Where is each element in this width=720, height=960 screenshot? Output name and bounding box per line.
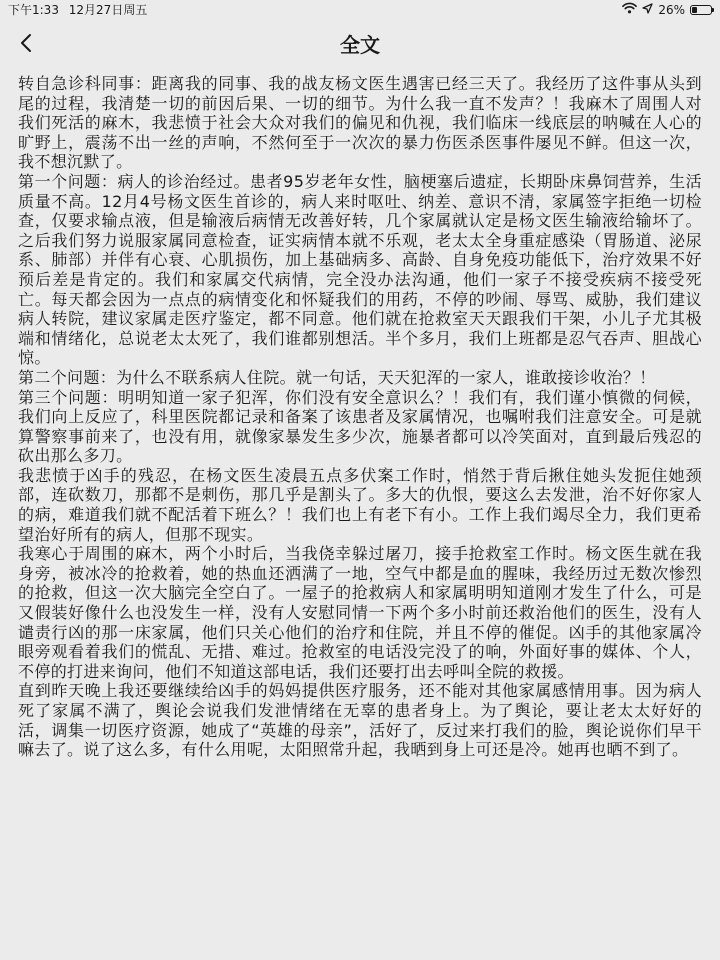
battery-icon: [690, 5, 712, 15]
status-bar: [0, 0, 720, 20]
paragraph: 直到昨天晚上我还要继续给凶手的妈妈提供医疗服务，还不能对其他家属感情用事。因为病人死了家属不满了，舆论会说我们发泄情绪在无辜的患者身上。为了舆论，要让老太太好好的活，调集一切医疗资源，她成了“英雄的母亲”，活好了，反过来打我们的脸，舆论说你们早干嘛去了。说了这么多，有什么用呢，太阳照常升起，我晒到身上可还是冷。她再也晒不到了。: [18, 681, 702, 760]
paragraph: 转自急诊科同事：距离我的同事、我的战友杨文医生遇害已经三天了。我经历了这件事从头到尾的过程，我清楚一切的前因后果、一切的细节。为什么我一直不发声？！我麻木了周围人对我们死活的麻木，我悲愤于社会大众对我们的偏见和仇视，我们临床一线底层的呐喊在人心的旷野上，震荡不出一丝的声响，不然何至于一次次的暴力伤医杀医事件屡见不鲜。但这一次，我不想沉默了。: [18, 74, 702, 172]
battery-fill: [692, 7, 697, 13]
status-right: [622, 0, 712, 20]
nav-bar: [0, 20, 720, 66]
paragraph: 我寒心于周围的麻木，两个小时后，当我侥幸躲过屠刀，接手抢救室工作时。杨文医生就在我身旁，被冰冷的抢救着，她的热血还洒满了一地，空气中都是血的腥味，我经历过无数次惨烈的抢救，但这一次大脑完全空白了。一屋子的抢救病人和家属明明知道刚才发生了什么，可是又假装好像什么也没发生一样，没有人安慰同情一下两个多小时前还救治他们的医生，没有人谴责行凶的那一床家属，他们只关心他们的治疗和住院，并且不停的催促。凶手的其他家属冷眼旁观看着我们的慌乱、无措、难过。抢救室的电话没完没了的响，外面好事的媒体、个人，不停的打进来询问，他们不知道这部电话，我们还要打出去呼叫全院的救援。: [18, 544, 702, 681]
status-time: 下午1:33: [8, 3, 59, 17]
location-icon: [642, 0, 653, 20]
page-title: 全文: [340, 33, 380, 57]
status-left: [8, 0, 153, 20]
status-date: 12月27日周五: [68, 3, 148, 17]
wifi-icon: [622, 0, 637, 20]
paragraph: 第三个问题：明明知道一家子犯浑，你们没有安全意识么？！我们有，我们谨小慎微的伺候，我们向上反应了，科里医院都记录和备案了该患者及家属情况，也嘱咐我们注意安全。可是就算警察事前来了，也没有用，就像家暴发生多少次，施暴者都可以冷笑面对，直到最后残忍的砍出那么多刀。: [18, 387, 702, 466]
paragraph: 第二个问题：为什么不联系病人住院。就一句话，天天犯浑的一家人，谁敢接诊收治？！: [18, 367, 656, 387]
paragraph: 第一个问题：病人的诊治经过。患者95岁老年女性，脑梗塞后遗症，长期卧床鼻饲营养，生活质量不高。12月4号杨文医生首诊的，病人来时呕吐、纳差、意识不清，家属签字拒绝一切检查，仅要求输点液，但是输液后病情无改善好转，几个家属就认定是杨文医生输液给输坏了。之后我们努力说服家属同意检查，证实病情本就不乐观，老太太全身重症感染（胃肠道、泌尿系、肺部）并伴有心衰、心肌损伤，加上基础病多、高龄、自身免疫功能低下，治疗效果不好预后差是肯定的。我们和家属交代病情，完全没办法沟通，他们一家子不接受疾病不接受死亡。每天都会因为一点点的病情变化和怀疑我们的用药，不停的吵闹、辱骂、威胁，我们建议病人转院，建议家属走医疗鉴定，都不同意。他们就在抢救室天天跟我们干架，小儿子尤其极端和情绪化，总说老太太死了，我们谁都别想活。半个多月，我们上班都是忍气吞声、胆战心惊。: [18, 171, 702, 368]
battery-percent: 26%: [658, 3, 685, 17]
paragraph: 我悲愤于凶手的残忍，在杨文医生凌晨五点多伏案工作时，悄然于背后揪住她头发扼住她颈部，连砍数刀，那都不是刺伤，那几乎是割头了。多大的仇恨，要这么去发泄，治不好你家人的病，难道我们就不配活着下班么？！我们也上有老下有小。工作上我们竭尽全力，我们更希望治好所有的病人，但那不现实。: [18, 465, 702, 544]
article-body: [18, 74, 702, 760]
